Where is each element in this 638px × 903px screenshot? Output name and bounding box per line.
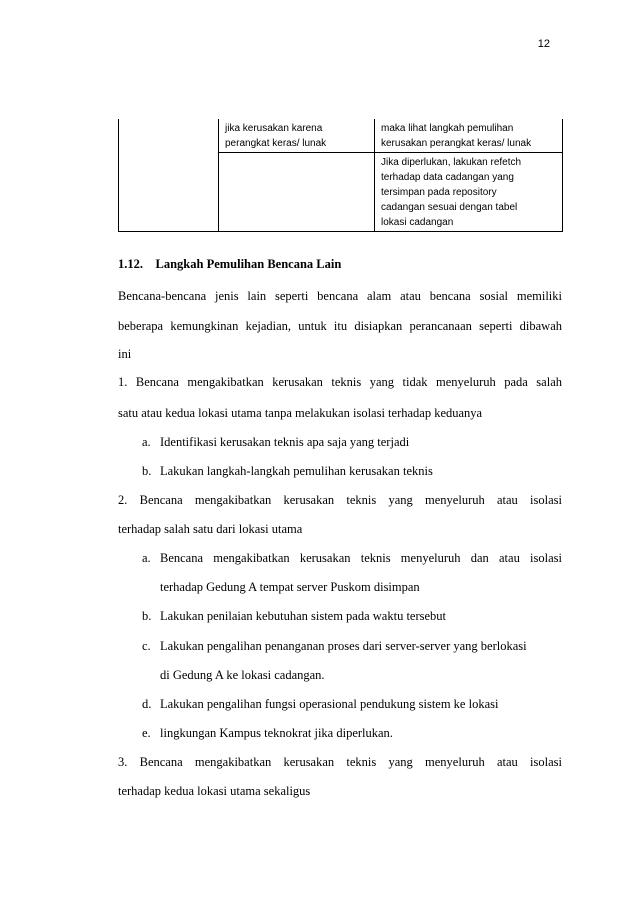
table-cell-line: maka lihat langkah pemulihan [381, 123, 514, 134]
table-cell-action [375, 119, 563, 153]
sub-list-text: lingkungan Kampus teknokrat jika diperlukan. [160, 726, 393, 740]
list-item-line: 3. Bencana mengakibatkan kerusakan teknis yang menyeluruh atau isolasi [118, 755, 562, 769]
table-cell-line: tersimpan pada repository [381, 187, 497, 198]
list-item-line: satu atau kedua lokasi utama tanpa melakukan isolasi terhadap keduanya [118, 406, 483, 420]
table-cell-line: jika kerusakan karena [225, 123, 323, 134]
table-cell-line: cadangan sesuai dengan tabel [381, 202, 518, 213]
sub-list-marker: b. [142, 464, 152, 478]
list-item-line: 2. Bencana mengakibatkan kerusakan teknis yang menyeluruh atau isolasi [118, 493, 562, 507]
table-cell-line: terhadap data cadangan yang [381, 172, 514, 183]
table-cell-line: lokasi cadangan [381, 217, 454, 228]
sub-list-marker: b. [142, 609, 152, 623]
table-cell-empty [219, 153, 375, 232]
table-cell-line: Jika diperlukan, lakukan refetch [381, 157, 522, 168]
list-item-line: 1. Bencana mengakibatkan kerusakan teknis yang tidak menyeluruh pada salah [118, 375, 562, 389]
sub-list-item [142, 697, 498, 712]
section-number: 1.12. [118, 257, 143, 271]
sub-list-marker: e. [142, 726, 151, 740]
sub-list-marker: a. [142, 435, 151, 449]
sub-list-text: Identifikasi kerusakan teknis apa saja yang terjadi [160, 435, 410, 449]
sub-list-item [142, 639, 527, 654]
sub-list-marker: c. [142, 639, 151, 653]
table-row [119, 119, 563, 153]
table-cell-condition [219, 119, 375, 153]
section-title: Langkah Pemulihan Bencana Lain [155, 257, 342, 271]
sub-list-item [142, 609, 446, 624]
table-cell-line: perangkat keras/ lunak [225, 138, 327, 149]
list-item-line: terhadap kedua lokasi utama sekaligus [118, 784, 311, 798]
sub-list-text: Bencana mengakibatkan kerusakan teknis menyeluruh dan atau isolasi [160, 551, 562, 565]
section-heading [118, 257, 341, 272]
sub-list-marker: a. [142, 551, 151, 565]
sub-list-item [142, 435, 409, 450]
sub-list-continuation: terhadap Gedung A tempat server Puskom disimpan [160, 580, 420, 594]
table-cell-action [375, 153, 563, 232]
table-row [119, 153, 563, 232]
list-item-line: terhadap salah satu dari lokasi utama [118, 522, 303, 536]
sub-list-text: Lakukan penilaian kebutuhan sistem pada waktu tersebut [160, 609, 447, 623]
sub-list-text: Lakukan pengalihan penanganan proses dari server-server yang berlokasi [160, 639, 527, 653]
table-cell-empty [119, 153, 219, 232]
sub-list-text: Lakukan langkah-langkah pemulihan kerusakan teknis [160, 464, 433, 478]
recovery-table-continuation [118, 119, 563, 232]
sub-list-item [142, 726, 393, 741]
intro-line: Bencana-bencana jenis lain seperti bencana alam atau bencana sosial memiliki [118, 289, 562, 303]
table-cell-empty [119, 119, 219, 153]
page-number: 12 [537, 38, 550, 50]
sub-list-item [142, 551, 562, 566]
intro-line: ini [118, 347, 132, 361]
table-cell-line: kerusakan perangkat keras/ lunak [381, 138, 532, 149]
sub-list-continuation: di Gedung A ke lokasi cadangan. [160, 668, 325, 682]
sub-list-marker: d. [142, 697, 152, 711]
sub-list-item [142, 464, 433, 479]
intro-line: beberapa kemungkinan kejadian, untuk itu disiapkan perancanaan seperti dibawah [118, 319, 562, 333]
sub-list-text: Lakukan pengalihan fungsi operasional pendukung sistem ke lokasi [160, 697, 499, 711]
